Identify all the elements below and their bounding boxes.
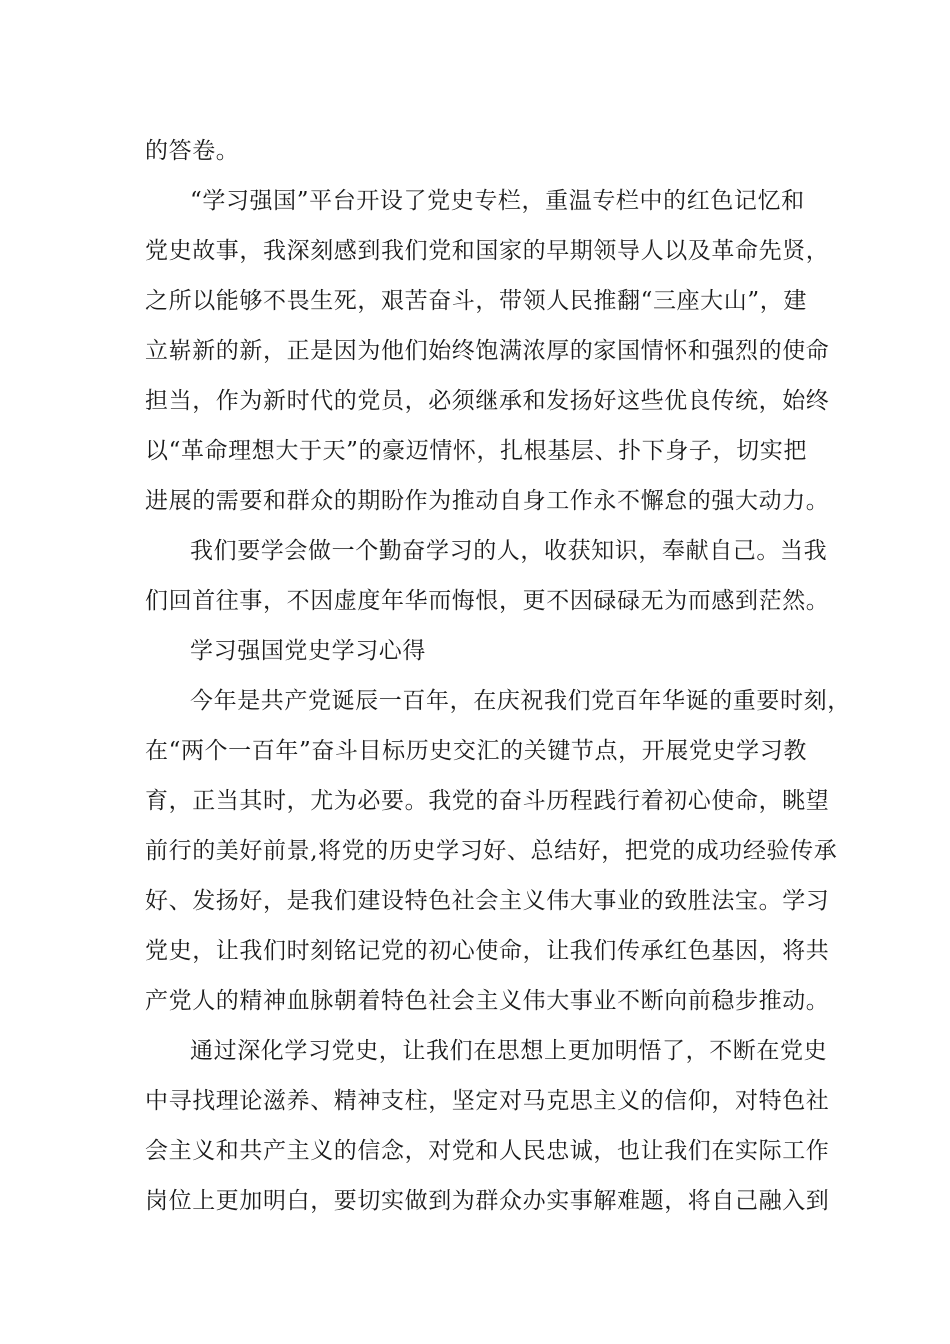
paragraph-first-line: 今年是共产党诞辰一百年，在庆祝我们党百年华诞的重要时刻， [190, 688, 851, 714]
paragraph-first-line: “学习强国”平台开设了党史专栏，重温专栏中的红色记忆和 [190, 188, 805, 214]
section-title: 学习强国党史学习心得 [190, 638, 426, 664]
text-line: 进展的需要和群众的期盼作为推动自身工作永不懈怠的强大动力。 [145, 488, 830, 514]
text-line: 党史，让我们时刻铭记党的初心使命，让我们传承红色基因，将共 [145, 938, 830, 964]
paragraph-first-line: 我们要学会做一个勤奋学习的人，收获知识，奉献自己。当我 [190, 538, 828, 564]
text-line: 之所以能够不畏生死，艰苦奋斗，带领人民推翻“三座大山”，建 [145, 288, 807, 314]
text-line: 党史故事，我深刻感到我们党和国家的早期领导人以及革命先贤， [145, 238, 830, 264]
text-line: 在“两个一百年”奋斗目标历史交汇的关键节点，开展党史学习教 [145, 738, 807, 764]
text-line: 们回首往事，不因虚度年华而悔恨，更不因碌碌无为而感到茫然。 [145, 588, 830, 614]
text-line: 好、发扬好，是我们建设特色社会主义伟大事业的致胜法宝。学习 [145, 888, 830, 914]
text-line: 立崭新的新，正是因为他们始终饱满浓厚的家国情怀和强烈的使命 [145, 338, 830, 364]
text-line: 担当，作为新时代的党员，必须继承和发扬好这些优良传统，始终 [145, 388, 830, 414]
text-line: 中寻找理论滋养、精神支柱，坚定对马克思主义的信仰，对特色社 [145, 1088, 830, 1114]
text-line: 产党人的精神血脉朝着特色社会主义伟大事业不断向前稳步推动。 [145, 988, 830, 1014]
text-line: 育，正当其时，尤为必要。我党的奋斗历程践行着初心使命，眺望 [145, 788, 830, 814]
text-line: 的答卷。 [145, 138, 240, 164]
paragraph-first-line: 通过深化学习党史，让我们在思想上更加明悟了，不断在党史 [190, 1038, 828, 1064]
text-line: 会主义和共产主义的信念，对党和人民忠诚，也让我们在实际工作 [145, 1138, 830, 1164]
text-line: 前行的美好前景,将党的历史学习好、总结好，把党的成功经验传承 [145, 838, 838, 864]
text-line: 岗位上更加明白，要切实做到为群众办实事解难题，将自己融入到 [145, 1188, 830, 1214]
text-line: 以“革命理想大于天”的豪迈情怀，扎根基层、扑下身子，切实把 [145, 438, 807, 464]
